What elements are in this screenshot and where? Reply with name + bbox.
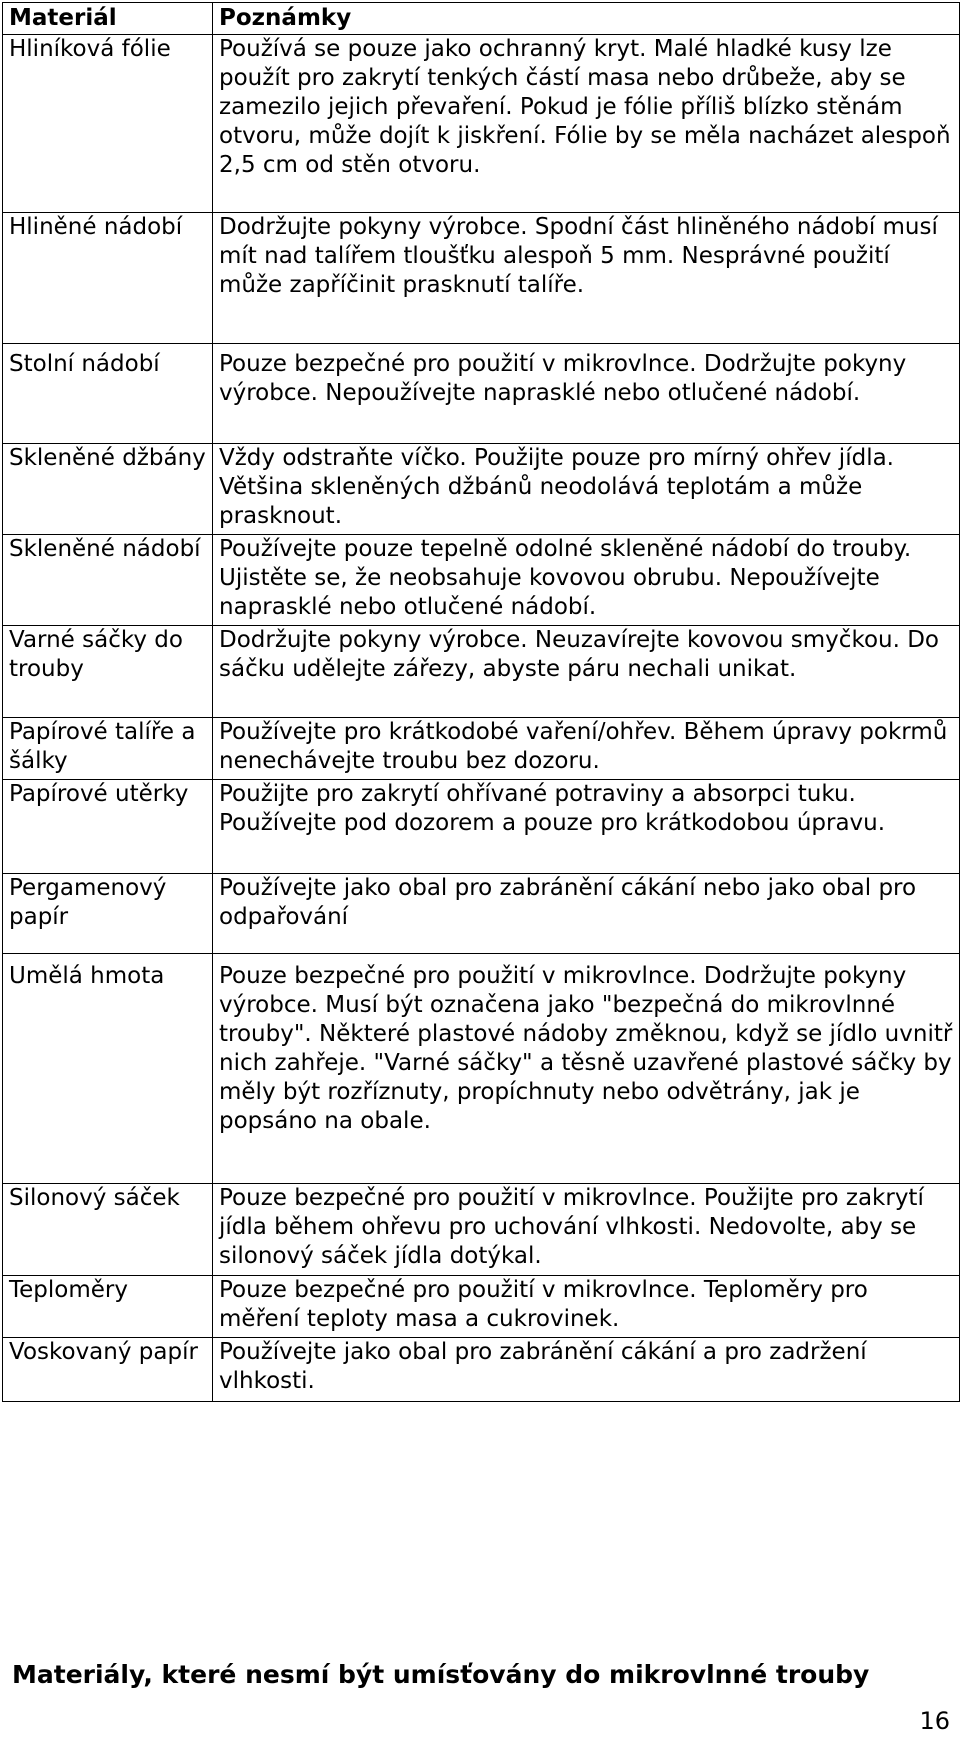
notes-cell: Používá se pouze jako ochranný kryt. Malé hladké kusy lze použít pro zakrytí tenkých částí masa nebo drůbeže, aby se zamezilo jejich převaření. Pokud je fólie příliš blízko stěnám otvoru, může dojít k jiskření. Fólie by se měla nacházet alespoň 2,5 cm od stěn otvoru. xyxy=(213,35,960,213)
header-notes: Poznámky xyxy=(213,3,960,35)
page-number: 16 xyxy=(919,1707,950,1735)
material-cell: Varné sáčky do trouby xyxy=(3,626,213,718)
material-cell: Skleněné nádobí xyxy=(3,535,213,626)
notes-cell: Pouze bezpečné pro použití v mikrovlnce. Teploměry pro měření teploty masa a cukrovinek. xyxy=(213,1276,960,1338)
material-cell: Papírové utěrky xyxy=(3,780,213,874)
material-cell: Pergamenový papír xyxy=(3,874,213,954)
material-cell: Stolní nádobí xyxy=(3,344,213,444)
material-cell: Voskovaný papír xyxy=(3,1338,213,1402)
notes-cell: Používejte jako obal pro zabránění cákání nebo jako obal pro odpařování xyxy=(213,874,960,954)
header-material: Materiál xyxy=(3,3,213,35)
notes-cell: Vždy odstraňte víčko. Použijte pouze pro mírný ohřev jídla. Většina skleněných džbánů neodolává teplotám a může prasknout. xyxy=(213,444,960,535)
table-row xyxy=(3,718,960,780)
table-row xyxy=(3,874,960,954)
materials-table xyxy=(2,2,960,1402)
material-cell: Teploměry xyxy=(3,1276,213,1338)
table-header-row xyxy=(3,3,960,35)
table-row xyxy=(3,780,960,874)
notes-cell: Pouze bezpečné pro použití v mikrovlnce. Dodržujte pokyny výrobce. Musí být označena jako "bezpečná do mikrovlnné trouby". Některé plastové nádoby změknou, když se jídlo uvnitř nich zahřeje. "Varné sáčky" a těsně uzavřené plastové sáčky by měly být rozříznuty, propíchnuty nebo odvětrány, jak je popsáno na obale. xyxy=(213,954,960,1184)
table-row xyxy=(3,344,960,444)
notes-cell: Dodržujte pokyny výrobce. Neuzavírejte kovovou smyčkou. Do sáčku udělejte zářezy, abyste páru nechali unikat. xyxy=(213,626,960,718)
table-row xyxy=(3,626,960,718)
table-row xyxy=(3,444,960,535)
table-row xyxy=(3,535,960,626)
notes-cell: Používejte pro krátkodobé vaření/ohřev. Během úpravy pokrmů nenechávejte troubu bez dozoru. xyxy=(213,718,960,780)
notes-cell: Dodržujte pokyny výrobce. Spodní část hliněného nádobí musí mít nad talířem tloušťku alespoň 5 mm. Nesprávné použití může zapříčinit prasknutí talíře. xyxy=(213,213,960,344)
notes-cell: Používejte jako obal pro zabránění cákání a pro zadržení vlhkosti. xyxy=(213,1338,960,1402)
notes-cell: Pouze bezpečné pro použití v mikrovlnce. Dodržujte pokyny výrobce. Nepoužívejte naprasklé nebo otlučené nádobí. xyxy=(213,344,960,444)
table-row xyxy=(3,213,960,344)
table-row xyxy=(3,35,960,213)
table-row xyxy=(3,1276,960,1338)
material-cell: Skleněné džbány xyxy=(3,444,213,535)
material-cell: Silonový sáček xyxy=(3,1184,213,1276)
material-cell: Umělá hmota xyxy=(3,954,213,1184)
section-title: Materiály, které nesmí být umísťovány do mikrovlnné trouby xyxy=(12,1660,870,1689)
table-row xyxy=(3,954,960,1184)
notes-cell: Používejte pouze tepelně odolné skleněné nádobí do trouby. Ujistěte se, že neobsahuje kovovou obrubu. Nepoužívejte naprasklé nebo otlučené nádobí. xyxy=(213,535,960,626)
table-row xyxy=(3,1184,960,1276)
material-cell: Hliníková fólie xyxy=(3,35,213,213)
notes-cell: Pouze bezpečné pro použití v mikrovlnce. Použijte pro zakrytí jídla během ohřevu pro uchování vlhkosti. Nedovolte, aby se silonový sáček jídla dotýkal. xyxy=(213,1184,960,1276)
notes-cell: Použijte pro zakrytí ohřívané potraviny a absorpci tuku. Používejte pod dozorem a pouze pro krátkodobou úpravu. xyxy=(213,780,960,874)
material-cell: Papírové talíře a šálky xyxy=(3,718,213,780)
material-cell: Hliněné nádobí xyxy=(3,213,213,344)
table-row xyxy=(3,1338,960,1402)
